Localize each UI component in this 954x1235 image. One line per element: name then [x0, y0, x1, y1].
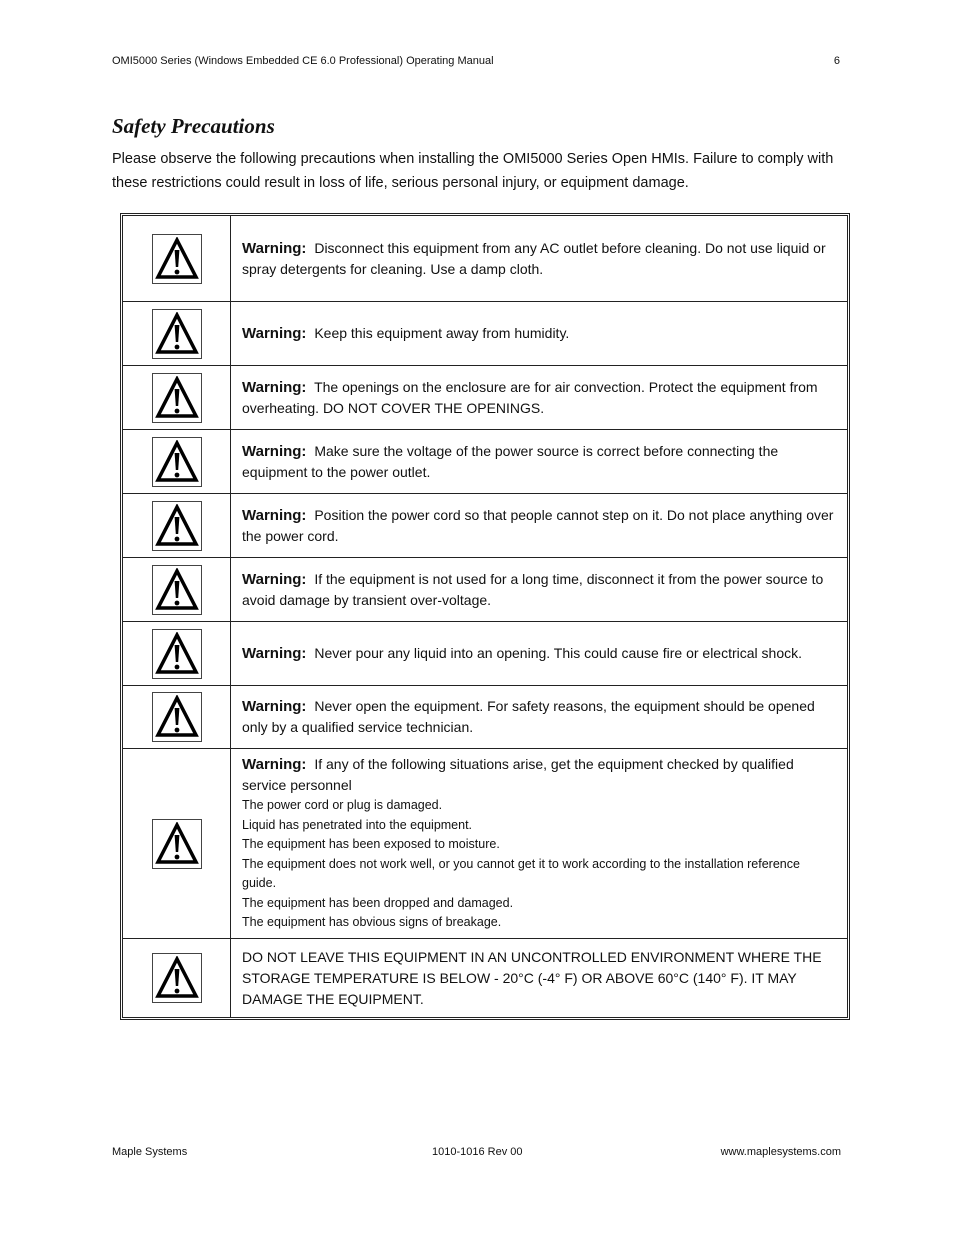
warning-text: DO NOT LEAVE THIS EQUIPMENT IN AN UNCONTROLLED ENVIRONMENT WHERE THE STORAGE TEMPERATURE IS BELOW - 20°C (-4° F) OR ABOVE 60°C (140° F). IT MAY DAMAGE THE EQUIPMENT. [242, 948, 822, 1007]
warning-triangle-icon [152, 692, 202, 742]
warning-row [123, 494, 847, 558]
warning-row [123, 216, 847, 302]
warning-label: Warning: [242, 378, 307, 396]
manual-title: OMI5000 Series (Windows Embedded CE 6.0 Professional) Operating Manual [112, 55, 494, 67]
icon-cell [123, 622, 231, 685]
warning-triangle-icon [152, 629, 202, 679]
warning-triangle-icon [152, 373, 202, 423]
icon-cell [123, 558, 231, 621]
warnings-table [120, 213, 850, 1020]
warning-text: Disconnect this equipment from any AC outlet before cleaning. Do not use liquid or spray detergents for cleaning. Use a damp cloth. [242, 239, 826, 277]
situation-item: The power cord or plug is damaged. [242, 798, 443, 813]
warning-triangle-icon [152, 234, 202, 284]
warning-text: Keep this equipment away from humidity. [314, 325, 570, 341]
warning-text: If the equipment is not used for a long time, disconnect it from the power source to avoid damage by transient over-voltage. [242, 570, 824, 608]
situation-item: The equipment has obvious signs of breakage. [242, 915, 502, 930]
warning-row [123, 939, 847, 1017]
icon-cell [123, 749, 231, 938]
warning-text-cell [231, 749, 847, 938]
warning-text-cell [231, 430, 847, 493]
warning-text: Position the power cord so that people cannot step on it. Do not place anything over the power cord. [242, 506, 834, 544]
intro-paragraph: Please observe the following precautions when installing the OMI5000 Series Open HMIs. Failure to comply with these restrictions could result in loss of life, serious personal injury, or equipment damage. [112, 151, 834, 191]
warning-text: If any of the following situations arise, get the equipment checked by qualified service personnel [242, 756, 794, 794]
warning-text-cell [231, 216, 847, 301]
footer-company: Maple Systems [112, 1146, 188, 1158]
warning-text-cell [231, 366, 847, 429]
icon-cell [123, 430, 231, 493]
situation-item: The equipment has been dropped and damaged. [242, 895, 514, 910]
warning-triangle-icon [152, 953, 202, 1003]
warning-row [123, 622, 847, 686]
footer-website: www.maplesystems.com [720, 1146, 841, 1158]
warning-triangle-icon [152, 437, 202, 487]
warning-label: Warning: [242, 570, 307, 588]
warning-label: Warning: [242, 442, 307, 460]
warning-label: Warning: [242, 645, 307, 662]
warning-row [123, 430, 847, 494]
warning-text-cell [231, 622, 847, 685]
warning-label: Warning: [242, 698, 307, 715]
situation-item: The equipment has been exposed to moisture. [242, 837, 500, 852]
icon-cell [123, 939, 231, 1017]
warning-text-cell [231, 494, 847, 557]
situation-item: The equipment does not work well, or you cannot get it to work according to the installation reference guide. [242, 856, 800, 891]
situation-item: Liquid has penetrated into the equipment. [242, 817, 473, 832]
section-title: Safety Precautions [112, 114, 275, 138]
warning-label: Warning: [242, 239, 307, 257]
warning-text-cell [231, 302, 847, 365]
page-header [112, 55, 840, 67]
warning-text: The openings on the enclosure are for air convection. Protect the equipment from overheating. DO NOT COVER THE OPENINGS. [242, 378, 818, 416]
icon-cell [123, 302, 231, 365]
warning-row [123, 366, 847, 430]
warning-triangle-icon [152, 565, 202, 615]
icon-cell [123, 366, 231, 429]
icon-cell [123, 494, 231, 557]
warning-triangle-icon [152, 501, 202, 551]
icon-cell [123, 686, 231, 748]
warning-triangle-icon [152, 819, 202, 869]
warning-triangle-icon [152, 309, 202, 359]
warning-text-cell [231, 939, 847, 1017]
warning-row [123, 686, 847, 749]
warning-row [123, 749, 847, 939]
warning-label: Warning: [242, 756, 307, 774]
footer-doc-number: 1010-1016 Rev 00 [432, 1146, 523, 1158]
warning-text: Never open the equipment. For safety reasons, the equipment should be opened only by a qualified service technician. [242, 698, 815, 735]
warning-label: Warning: [242, 506, 307, 524]
warning-text-cell [231, 686, 847, 748]
warning-text: Make sure the voltage of the power source is correct before connecting the equipment to the power outlet. [242, 442, 779, 480]
warning-row [123, 558, 847, 622]
icon-cell [123, 216, 231, 301]
warning-text-cell [231, 558, 847, 621]
page-number: 6 [833, 55, 840, 67]
warning-row [123, 302, 847, 366]
warning-label: Warning: [242, 325, 307, 342]
warning-text: Never pour any liquid into an opening. This could cause fire or electrical shock. [314, 645, 803, 661]
